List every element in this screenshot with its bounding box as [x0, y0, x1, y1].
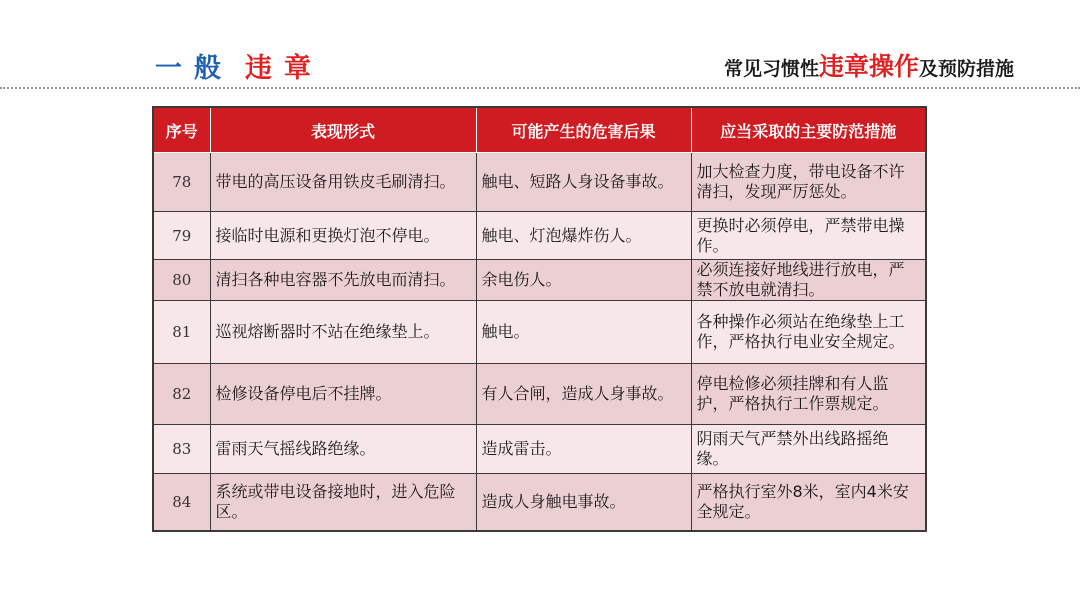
row-consequence: 有人合闸，造成人身事故。 — [476, 364, 691, 425]
row-measure: 必须连接好地线进行放电，严禁不放电就清扫。 — [691, 260, 926, 301]
table-row — [153, 153, 926, 212]
subtitle-suffix: 及预防措施 — [918, 58, 1014, 80]
row-consequence: 触电、短路人身设备事故。 — [476, 153, 691, 212]
table-header-row — [153, 107, 926, 153]
column-header-measure: 应当采取的主要防范措施 — [691, 107, 926, 153]
row-number: 81 — [153, 301, 210, 364]
subtitle-highlight: 违章操作 — [818, 52, 919, 81]
row-number: 83 — [153, 425, 210, 474]
row-behavior: 接临时电源和更换灯泡不停电。 — [210, 212, 476, 260]
title-char-2: 般 — [194, 53, 233, 84]
table-row — [153, 474, 926, 532]
violation-table — [152, 106, 927, 532]
table-row — [153, 364, 926, 425]
column-header-consequence: 可能产生的危害后果 — [476, 107, 691, 153]
header-divider — [0, 87, 1080, 89]
row-measure: 各种操作必须站在绝缘垫上工作，严格执行电业安全规定。 — [691, 301, 926, 364]
row-number: 82 — [153, 364, 210, 425]
column-header-number: 序号 — [153, 107, 210, 153]
row-behavior: 雷雨天气摇线路绝缘。 — [210, 425, 476, 474]
table-row — [153, 301, 926, 364]
row-behavior: 带电的高压设备用铁皮毛刷清扫。 — [210, 153, 476, 212]
row-measure: 阴雨天气严禁外出线路摇绝缘。 — [691, 425, 926, 474]
row-behavior: 清扫各种电容器不先放电而清扫。 — [210, 260, 476, 301]
table-row — [153, 260, 926, 301]
row-consequence: 造成人身触电事故。 — [476, 474, 691, 532]
row-behavior: 检修设备停电后不挂牌。 — [210, 364, 476, 425]
table-row — [153, 425, 926, 474]
row-number: 79 — [153, 212, 210, 260]
row-number: 78 — [153, 153, 210, 212]
column-header-behavior: 表现形式 — [210, 107, 476, 153]
row-number: 84 — [153, 474, 210, 532]
table-row — [153, 212, 926, 260]
row-measure: 更换时必须停电，严禁带电操作。 — [691, 212, 926, 260]
row-behavior: 系统或带电设备接地时，进入危险区。 — [210, 474, 476, 532]
row-measure: 加大检查力度，带电设备不许清扫，发现严厉惩处。 — [691, 153, 926, 212]
row-consequence: 余电伤人。 — [476, 260, 691, 301]
subtitle-prefix: 常见习惯性 — [723, 58, 819, 80]
row-measure: 停电检修必须挂牌和有人监护，严格执行工作票规定。 — [691, 364, 926, 425]
row-number: 80 — [153, 260, 210, 301]
row-consequence: 触电、灯泡爆炸伤人。 — [476, 212, 691, 260]
page-subtitle — [724, 52, 1014, 84]
title-char-3: 违 — [245, 53, 284, 84]
row-consequence: 造成雷击。 — [476, 425, 691, 474]
title-char-4: 章 — [284, 53, 323, 84]
row-behavior: 巡视熔断器时不站在绝缘垫上。 — [210, 301, 476, 364]
row-measure: 严格执行室外8米，室内4米安全规定。 — [691, 474, 926, 532]
page-title — [155, 46, 323, 85]
title-char-1: 一 — [155, 53, 194, 84]
row-consequence: 触电。 — [476, 301, 691, 364]
